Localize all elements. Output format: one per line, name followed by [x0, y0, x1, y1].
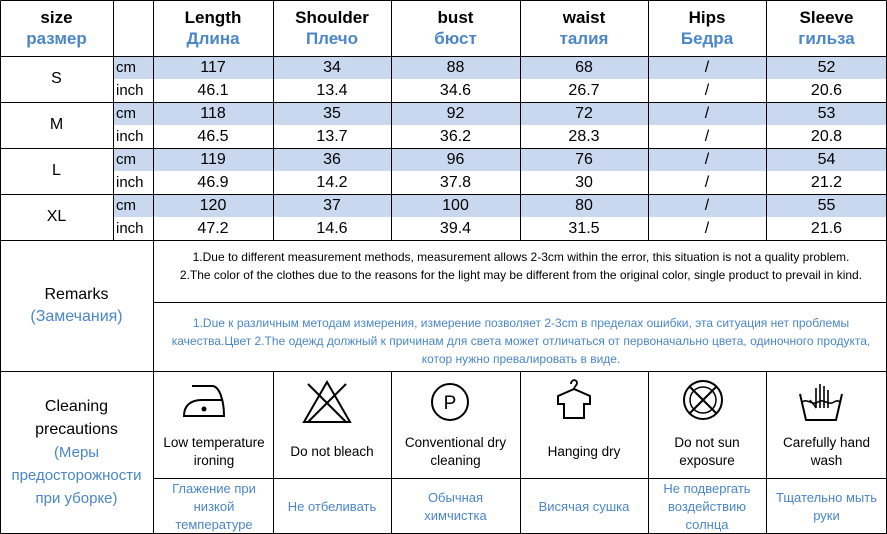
header-size	[0, 0, 113, 56]
header-sleeve-ru: гильза	[798, 29, 855, 48]
cleaning-caption-en-1: Low temperature ironing	[163, 435, 265, 468]
value-cm-l-4: /	[704, 150, 710, 168]
cleaning-caption-en-4: Hanging dry	[547, 444, 621, 459]
size-label-m: M	[49, 116, 64, 133]
cleaning-caption-ru-4: Висячая сушка	[538, 499, 630, 514]
value-cm-xl-3: 80	[575, 196, 593, 214]
cleaning-caption-ru-3: Обычная химчистка	[424, 490, 487, 523]
value-inch-xl-0: 47.2	[197, 219, 229, 237]
cleaning-caption-ru-5: Не подвергать воздействию солнца	[663, 481, 751, 532]
svg-text:P: P	[443, 393, 457, 414]
value-inch-l-1: 14.2	[316, 173, 348, 191]
value-inch-s-3: 26.7	[568, 81, 600, 99]
cleaning-caption-en-5: Do not sun exposure	[674, 435, 740, 468]
header-shoulder-en: Shoulder	[295, 8, 369, 27]
cleaning-caption-ru-6: Тщательно мыть руки	[775, 490, 877, 523]
unit-inch-xl: inch	[116, 220, 144, 237]
value-cm-s-4: /	[704, 58, 710, 76]
value-inch-l-4: /	[704, 173, 710, 191]
cleaning-caption-ru-1: Глажение при низкой температуре	[172, 481, 256, 532]
header-bust-en: bust	[437, 8, 474, 27]
value-cm-m-0: 118	[200, 104, 226, 122]
header-size-en: size	[40, 8, 73, 27]
value-cm-s-5: 52	[817, 58, 836, 76]
header-sleeve-en: Sleeve	[799, 8, 854, 27]
unit-cm-xl: cm	[116, 197, 136, 214]
unit-cm-s: cm	[116, 59, 136, 76]
value-inch-s-1: 13.4	[316, 81, 348, 99]
header-size-ru: размер	[26, 29, 87, 48]
value-cm-s-0: 117	[200, 58, 226, 76]
value-cm-l-0: 119	[200, 150, 226, 168]
hanging-dry-icon	[550, 376, 598, 422]
header-length-en: Length	[184, 8, 242, 27]
value-inch-m-1: 13.7	[316, 127, 348, 145]
do-not-bleach-icon	[300, 378, 354, 426]
value-inch-s-5: 20.6	[810, 81, 843, 99]
remarks-label-ru: (Замечания)	[30, 308, 123, 325]
header-hips-ru: Бедра	[680, 29, 734, 48]
cleaning-caption-en-2: Do not bleach	[290, 444, 374, 459]
value-inch-m-5: 20.8	[810, 127, 843, 145]
value-inch-xl-3: 31.5	[568, 219, 600, 237]
size-label-xl: XL	[46, 208, 67, 225]
cleaning-caption-en-6: Carefully hand wash	[782, 435, 871, 468]
unit-inch-l: inch	[116, 174, 144, 191]
cleaning-label-ru: (Меры предосторожности при уборке)	[11, 444, 142, 507]
cleaning-label-en: Cleaning precautions	[35, 398, 118, 438]
value-inch-xl-4: /	[704, 219, 710, 237]
value-cm-s-2: 88	[446, 58, 465, 76]
value-inch-s-0: 46.1	[197, 81, 229, 99]
value-cm-m-4: /	[704, 104, 710, 122]
size-label-s: S	[51, 70, 62, 87]
value-inch-s-4: /	[704, 81, 710, 99]
header-bust	[391, 0, 520, 56]
remarks-note-1-en: 1.Due to different measurement methods, measurement allows 2-3cm within the error, this situation is not a quality problem.	[192, 250, 850, 264]
value-cm-s-3: 68	[575, 58, 593, 76]
cleaning-label	[0, 371, 153, 534]
value-inch-s-2: 34.6	[439, 81, 472, 99]
value-cm-m-5: 53	[817, 104, 836, 122]
value-inch-l-0: 46.9	[197, 173, 229, 191]
remarks-note-ru: 1.Due к различным методам измерения, измерение позволяет 2-3cm в пределах ошибки, эта ситуация нет проблемы качества.Цвет 2.The одежд должный к причинам для света может отличаться от первоначально цвета, одиночного продукта, котор нужно превалировать в виде.	[171, 316, 871, 366]
header-waist	[520, 0, 648, 56]
value-inch-l-3: 30	[575, 173, 593, 191]
header-shoulder	[273, 0, 391, 56]
unit-inch-s: inch	[116, 82, 144, 99]
unit-cm-m: cm	[116, 105, 136, 122]
no-sun-exposure-icon	[680, 377, 726, 423]
cleaning-caption-en-3: Conventional dry cleaning	[404, 435, 507, 468]
value-cm-xl-0: 120	[199, 196, 227, 214]
header-sleeve	[766, 0, 887, 56]
value-cm-s-1: 34	[323, 58, 341, 76]
value-inch-xl-1: 14.6	[316, 219, 348, 237]
header-hips	[648, 0, 766, 56]
value-cm-m-3: 72	[575, 104, 593, 122]
value-inch-l-5: 21.2	[810, 173, 843, 191]
value-cm-l-5: 54	[817, 150, 836, 168]
value-inch-xl-2: 39.4	[439, 219, 472, 237]
remarks-label	[0, 241, 153, 371]
unit-cm-l: cm	[116, 151, 136, 168]
header-length	[153, 0, 273, 56]
header-waist-ru: талия	[559, 29, 609, 48]
value-cm-xl-4: /	[704, 196, 710, 214]
unit-inch-m: inch	[116, 128, 144, 145]
value-inch-m-2: 36.2	[439, 127, 472, 145]
value-cm-l-1: 36	[323, 150, 341, 168]
value-inch-m-0: 46.5	[197, 127, 229, 145]
header-bust-ru: бюст	[434, 29, 477, 48]
dry-clean-p-icon	[428, 380, 472, 424]
header-shoulder-ru: Плечо	[305, 29, 359, 48]
remarks-label-en: Remarks	[44, 286, 109, 303]
header-length-ru: Длина	[186, 29, 240, 48]
value-cm-l-2: 96	[446, 150, 465, 168]
size-label-l: L	[52, 162, 61, 179]
value-cm-l-3: 76	[575, 150, 593, 168]
cleaning-caption-ru-2: Не отбеливать	[287, 499, 377, 514]
value-inch-l-2: 37.8	[439, 173, 472, 191]
value-cm-m-2: 92	[446, 104, 465, 122]
hand-wash-icon	[796, 378, 846, 424]
value-cm-xl-5: 55	[817, 196, 836, 214]
value-cm-xl-2: 100	[442, 196, 469, 214]
header-waist-en: waist	[562, 8, 606, 27]
header-hips-en: Hips	[688, 8, 726, 27]
value-inch-m-3: 28.3	[568, 127, 600, 145]
remarks-note-2-en: 2.The color of the clothes due to the reasons for the light may be different from the original color, single product to prevail in kind.	[179, 268, 863, 282]
value-cm-xl-1: 37	[323, 196, 341, 214]
value-cm-m-1: 35	[323, 104, 341, 122]
value-inch-m-4: /	[704, 127, 710, 145]
value-inch-xl-5: 21.6	[810, 219, 843, 237]
iron-low-temp-icon	[178, 380, 230, 424]
